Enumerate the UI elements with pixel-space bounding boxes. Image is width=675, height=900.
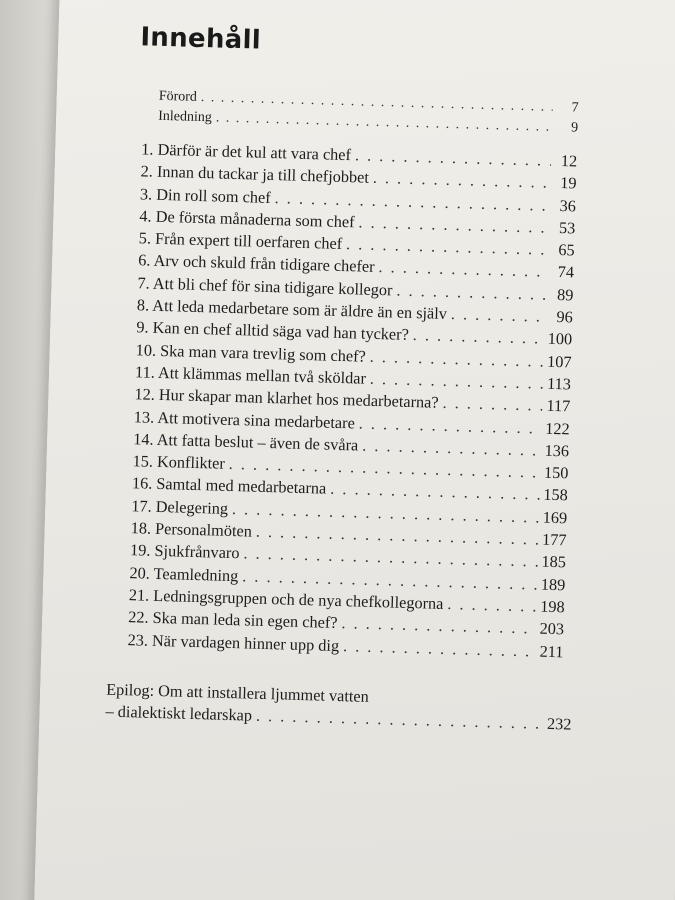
toc-entry-label: 23. När vardagen hinner upp dig [127, 629, 340, 655]
dot-leader [451, 303, 547, 328]
toc-entry-page: 100 [547, 329, 573, 349]
toc-entry-label: 14. Att fatta beslut – även de svåra [132, 429, 359, 455]
toc-entry-page: 150 [543, 462, 569, 483]
toc-entry-label: Inledning [158, 108, 213, 126]
toc-entry-label: 15. Konflikter [132, 451, 226, 473]
front-matter-list [158, 87, 579, 139]
table-of-contents [105, 22, 580, 735]
toc-entry-page: 177 [541, 529, 567, 550]
toc-entry-page: 113 [546, 373, 572, 394]
toc-entry-label: 7. Att bli chef för sina tidigare kollegor [137, 273, 393, 300]
chapter-list [127, 138, 577, 663]
toc-entry-page: 53 [558, 217, 576, 238]
toc-entry-page: 89 [556, 284, 574, 305]
toc-entry-label: 20. Teamledning [129, 562, 239, 585]
toc-entry-label: 19. Sjukfrånvaro [129, 540, 240, 563]
toc-entry-label: 9. Kan en chef alltid säga vad han tycker? [136, 317, 410, 345]
toc-entry-page: 189 [540, 574, 566, 594]
toc-entry-page: 12 [560, 151, 578, 171]
toc-entry-label: 22. Ska man leda sin egen chef? [127, 607, 338, 633]
toc-entry-label: 18. Personalmöten [130, 518, 253, 541]
toc-entry-page: 198 [540, 596, 565, 617]
toc-entry-label: 10. Ska man vara trevlig som chef? [135, 339, 367, 366]
toc-entry-page: 203 [539, 618, 565, 639]
toc-entry-label: 16. Samtal med medarbetarna [131, 473, 327, 499]
toc-entry-label: 4. De första månaderna som chef [139, 206, 355, 232]
toc-entry-page: 117 [546, 396, 571, 416]
toc-entry-label: Förord [158, 88, 198, 105]
toc-entry-label: 5. Från expert till oerfaren chef [138, 228, 343, 254]
toc-entry-page: 19 [559, 173, 577, 193]
toc-entry-page: 211 [539, 641, 564, 661]
dot-leader [447, 593, 536, 618]
toc-heading: Innehåll [140, 22, 262, 56]
toc-entry-page: 74 [557, 262, 575, 282]
toc-entry-label: 6. Arv och skuld från tidigare chefer [137, 250, 375, 277]
toc-entry-label: 8. Att leda medarbetare som är äldre än en själv [136, 295, 448, 324]
toc-entry-page: 232 [546, 713, 572, 734]
toc-entry-page: 36 [559, 195, 577, 216]
toc-entry-page: 122 [544, 418, 570, 438]
epilog-subtitle: – dialektiskt ledarskap [105, 701, 253, 725]
toc-entry-page: 7 [571, 100, 579, 116]
toc-entry-page: 65 [558, 240, 575, 260]
toc-entry-label: 21. Ledningsgruppen och de nya chefkollegorna [128, 585, 444, 613]
book-page [34, 0, 675, 900]
toc-entry-page: 96 [556, 307, 574, 327]
toc-entry-label: 1. Därför är det kul att vara chef [141, 139, 352, 165]
toc-entry-label: 11. Att klämmas mellan två sköldar [134, 362, 367, 388]
toc-entry-label: 17. Delegering [131, 495, 229, 518]
toc-entry-page: 107 [546, 351, 572, 372]
toc-entry-page: 169 [542, 507, 568, 528]
toc-entry-page: 158 [543, 485, 569, 505]
toc-entry-page: 9 [570, 120, 579, 136]
toc-entry-page: 185 [541, 552, 567, 572]
toc-entry-epilog [105, 678, 572, 735]
toc-entry-label: 13. Att motivera sina medarbetare [133, 406, 356, 432]
toc-entry-page: 136 [544, 440, 570, 461]
dot-leader [343, 635, 536, 663]
toc-entry-label: 2. Innan du tackar ja till chefjobbet [140, 161, 370, 187]
dot-leader [442, 392, 543, 417]
toc-entry-label: 12. Hur skapar man klarhet hos medarbetarna? [134, 384, 439, 412]
epilog-title: Epilog: Om att installera ljummet vatten [105, 679, 370, 706]
toc-entry-label: 3. Din roll som chef [139, 183, 271, 207]
